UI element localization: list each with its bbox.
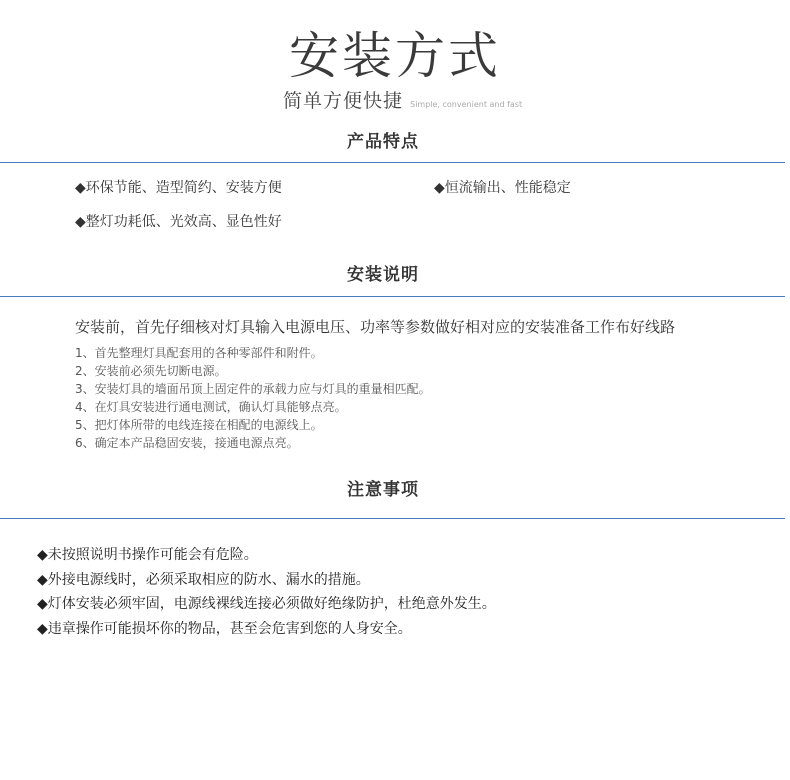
list-item: 2、安装前必须先切断电源。 bbox=[75, 364, 227, 378]
list-item: 5、把灯体所带的电线连接在相配的电源线上。 bbox=[75, 418, 323, 432]
subtitle-chinese: 简单方便快捷 bbox=[283, 90, 404, 112]
instructions-intro: 安装前，首先仔细核对灯具输入电源电压、功率等参数做好相对应的安装准备工作布好线路 bbox=[75, 318, 676, 336]
list-item: ◆灯体安装必须牢固，电源线裸线连接必须做好绝缘防护，杜绝意外发生。 bbox=[37, 596, 496, 612]
feature-item: ◆恒流输出、性能稳定 bbox=[434, 180, 571, 196]
list-item: ◆未按照说明书操作可能会有危险。 bbox=[37, 547, 258, 563]
list-item: 4、在灯具安装进行通电测试，确认灯具能够点亮。 bbox=[75, 400, 347, 414]
section-divider bbox=[0, 518, 785, 519]
subtitle bbox=[283, 86, 522, 113]
feature-item: ◆整灯功耗低、光效高、显色性好 bbox=[75, 214, 282, 230]
section-divider bbox=[0, 162, 785, 163]
list-item: 6、确定本产品稳固安装，接通电源点亮。 bbox=[75, 436, 299, 450]
list-item: 3、安装灯具的墙面吊顶上固定件的承载力应与灯具的重量相匹配。 bbox=[75, 382, 431, 396]
notes-list bbox=[37, 543, 496, 641]
list-item: 1、首先整理灯具配套用的各种零部件和附件。 bbox=[75, 346, 323, 360]
section-title-instructions: 安装说明 bbox=[347, 265, 419, 285]
instructions-steps-list bbox=[75, 344, 431, 452]
section-title-features: 产品特点 bbox=[347, 132, 419, 152]
list-item: ◆违章操作可能损坏你的物品，甚至会危害到您的人身安全。 bbox=[37, 620, 412, 637]
feature-item: ◆环保节能、造型简约、安装方便 bbox=[75, 180, 282, 196]
subtitle-english: Simple, convenient and fast bbox=[410, 100, 523, 109]
page-title: 安装方式 bbox=[289, 27, 501, 85]
section-title-notes: 注意事项 bbox=[347, 480, 419, 500]
section-divider bbox=[0, 296, 785, 297]
list-item: ◆外接电源线时，必须采取相应的防水、漏水的措施。 bbox=[37, 571, 370, 588]
